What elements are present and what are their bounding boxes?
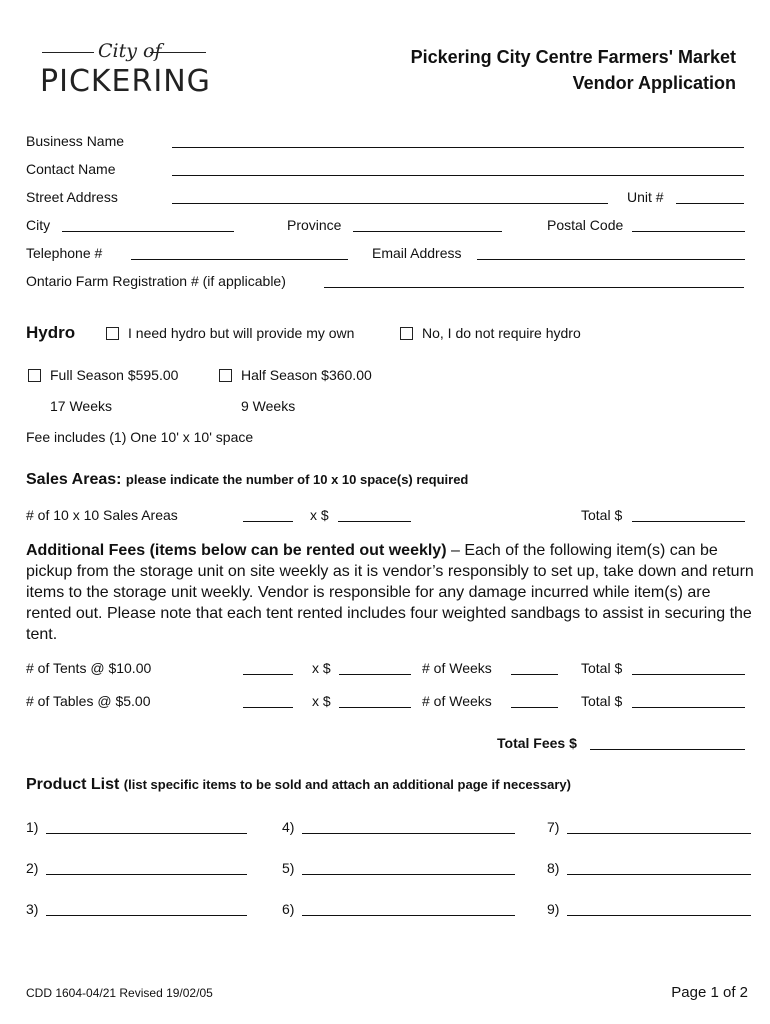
sales-areas-heading: Sales Areas:	[26, 471, 122, 488]
additional-fees-body: – Each of the following item(s) can be pickup from the storage unit on site weekly as it is vendor’s responsibly to set up, take down and return items to the storage unit weekly. Vendor is responsible for any damage incurred while item(s) are rented out. Please note that each tent rented includes four weighted sandbags to assist in securing the tent.	[26, 542, 754, 643]
product-item-1-field[interactable]	[46, 833, 247, 834]
product-item-8-field[interactable]	[567, 874, 751, 875]
unit-label: Unit #	[627, 189, 664, 205]
hydro-heading: Hydro	[26, 323, 76, 342]
farm-registration-label: Ontario Farm Registration # (if applicable)	[26, 273, 286, 289]
half-season-checkbox[interactable]	[219, 369, 232, 382]
product-list-heading: Product List	[26, 776, 120, 793]
tents-total-field[interactable]	[632, 674, 745, 675]
hydro-none-label: No, I do not require hydro	[422, 325, 581, 341]
page-number: Page 1 of 2	[671, 984, 748, 1001]
email-label: Email Address	[372, 245, 462, 261]
full-season-weeks: 17 Weeks	[50, 398, 112, 414]
tables-weeks-field[interactable]	[511, 707, 558, 708]
additional-fees-paragraph	[26, 540, 756, 645]
tents-label: # of Tents @ $10.00	[26, 660, 152, 676]
product-item-9-label: 9)	[547, 901, 560, 917]
product-item-6-field[interactable]	[302, 915, 515, 916]
product-item-5-field[interactable]	[302, 874, 515, 875]
logo-rule-left	[42, 52, 94, 53]
tents-total-label: Total $	[581, 660, 623, 676]
postal-code-label: Postal Code	[547, 217, 624, 233]
product-item-6-label: 6)	[282, 901, 295, 917]
logo-pickering: PICKERING	[40, 64, 211, 99]
full-season-label: Full Season $595.00	[50, 367, 179, 383]
sales-areas-rate-field[interactable]	[338, 521, 411, 522]
total-fees-field[interactable]	[590, 749, 745, 750]
product-item-7-field[interactable]	[567, 833, 751, 834]
hydro-own-label: I need hydro but will provide my own	[128, 325, 355, 341]
product-item-9-field[interactable]	[567, 915, 751, 916]
tables-count-field[interactable]	[243, 707, 293, 708]
fee-note: Fee includes (1) One 10' x 10' space	[26, 429, 254, 445]
province-label: Province	[287, 217, 342, 233]
tables-label: # of Tables @ $5.00	[26, 693, 151, 709]
sales-areas-total-label: Total $	[581, 507, 623, 523]
tables-rate-field[interactable]	[339, 707, 411, 708]
product-item-3-field[interactable]	[46, 915, 247, 916]
form-subtitle: Vendor Application	[572, 73, 736, 93]
sales-areas-count-label: # of 10 x 10 Sales Areas	[26, 507, 178, 523]
product-item-1-label: 1)	[26, 819, 39, 835]
logo-rule-right	[150, 52, 206, 53]
tables-total-field[interactable]	[632, 707, 745, 708]
contact-name-label: Contact Name	[26, 161, 116, 177]
sales-areas-heading-row	[26, 471, 468, 489]
product-item-7-label: 7)	[547, 819, 560, 835]
hydro-own-checkbox[interactable]	[106, 327, 119, 340]
tents-times-label: x $	[312, 660, 331, 676]
product-item-3-label: 3)	[26, 901, 39, 917]
product-item-4-label: 4)	[282, 819, 295, 835]
product-item-5-label: 5)	[282, 860, 295, 876]
half-season-label: Half Season $360.00	[241, 367, 372, 383]
telephone-field[interactable]	[131, 259, 348, 260]
tents-weeks-label: # of Weeks	[422, 660, 492, 676]
province-field[interactable]	[353, 231, 502, 232]
sales-areas-times-label: x $	[310, 507, 329, 523]
sales-areas-count-field[interactable]	[243, 521, 293, 522]
product-item-2-label: 2)	[26, 860, 39, 876]
hydro-none-checkbox[interactable]	[400, 327, 413, 340]
product-item-4-field[interactable]	[302, 833, 515, 834]
product-list-instruction: (list specific items to be sold and attach an additional page if necessary)	[123, 777, 571, 792]
contact-name-field[interactable]	[172, 175, 744, 176]
half-season-weeks: 9 Weeks	[241, 398, 296, 414]
street-address-label: Street Address	[26, 189, 118, 205]
farm-registration-field[interactable]	[324, 287, 744, 288]
logo-city-of: City of	[98, 40, 162, 62]
tents-count-field[interactable]	[243, 674, 293, 675]
telephone-label: Telephone #	[26, 245, 103, 261]
sales-areas-instruction: please indicate the number of 10 x 10 space(s) required	[125, 472, 469, 487]
additional-fees-heading: Additional Fees (items below can be rented out weekly)	[26, 542, 447, 559]
email-field[interactable]	[477, 259, 745, 260]
tables-total-label: Total $	[581, 693, 623, 709]
tables-weeks-label: # of Weeks	[422, 693, 492, 709]
unit-field[interactable]	[676, 203, 744, 204]
full-season-checkbox[interactable]	[28, 369, 41, 382]
product-item-8-label: 8)	[547, 860, 560, 876]
total-fees-label: Total Fees $	[497, 735, 577, 751]
product-item-2-field[interactable]	[46, 874, 247, 875]
city-label: City	[26, 217, 51, 233]
tents-weeks-field[interactable]	[511, 674, 558, 675]
street-address-field[interactable]	[172, 203, 608, 204]
business-name-field[interactable]	[172, 147, 744, 148]
business-name-label: Business Name	[26, 133, 125, 149]
sales-areas-total-field[interactable]	[632, 521, 745, 522]
tents-rate-field[interactable]	[339, 674, 411, 675]
city-field[interactable]	[62, 231, 234, 232]
form-code: CDD 1604-04/21 Revised 19/02/05	[26, 986, 213, 1000]
postal-code-field[interactable]	[632, 231, 745, 232]
tables-times-label: x $	[312, 693, 331, 709]
product-list-heading-row	[26, 776, 571, 794]
form-title: Pickering City Centre Farmers' Market	[410, 47, 736, 67]
